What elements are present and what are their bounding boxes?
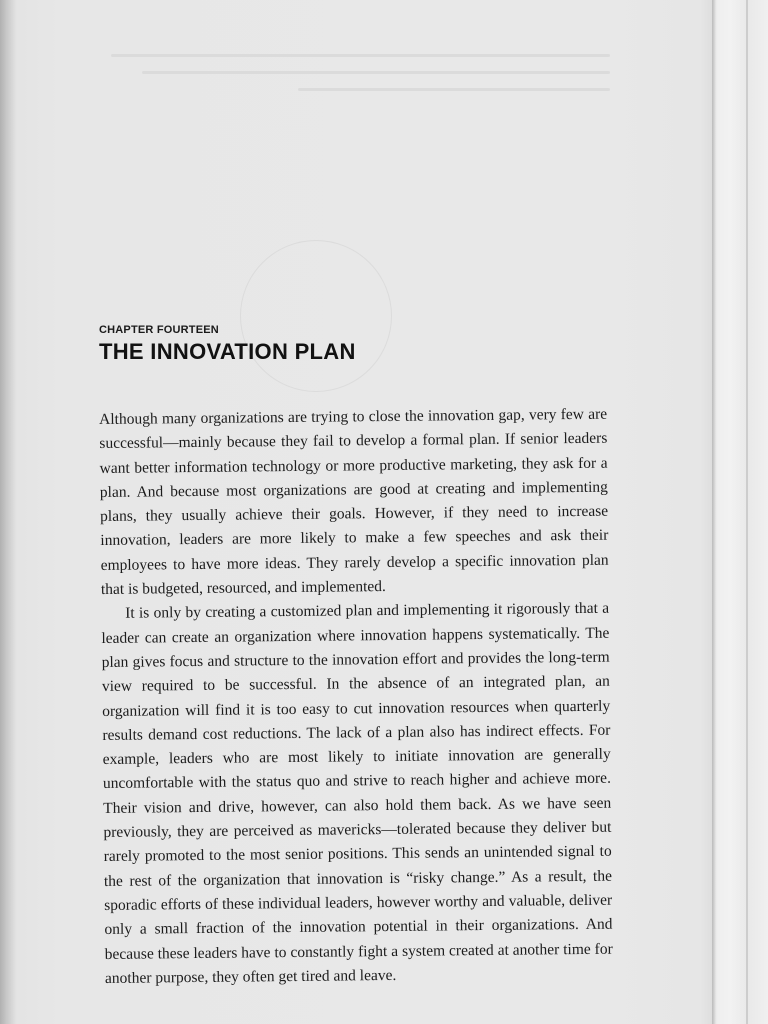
page-edge (712, 0, 716, 1024)
paragraph-2: It is only by creating a customized plan and implementing it rigorously that a leader can create an organization where innovation happens systematically. The plan gives focus and structure to the innovation effort and provides the long-term view required to be successful. In the absence of an integrated plan, an organization will find it is too easy to cut innovation resources when quarterly results demand cost reductions. The lack of a plan also has indirect effects. For example, leaders who are most likely to initiate innovation are generally uncomfortable with the status quo and strive to reach higher and achieve more. Their vision and drive, however, can also hold them back. As we have seen previously, they are perceived as mavericks—tolerated because they deliver but rarely promoted to the most senior positions. This sends an unintended signal to the rest of the organization that innovation is “risky change.” As a result, the sporadic efforts of these individual leaders, however worthy and valuable, deliver only a small fraction of the innovation potential in their organizations. And because these leaders have to constantly fight a system created at another time for another purpose, they often get tired and leave. (101, 600, 613, 987)
chapter-number: CHAPTER FOURTEEN (99, 324, 219, 336)
book-gutter-shadow (0, 0, 16, 1024)
paragraph-1: Although many organizations are trying to close the innovation gap, very few are successful—mainly because they fail to develop a formal plan. If senior leaders want better information technology or more productive marketing, they ask for a plan. And because most organizations are good at creating and implementing plans, they usually achieve their goals. However, if they need to increase innovation, leaders are more likely to make a few speeches and ask their employees to have more ideas. They rarely develop a specific innovation plan that is budgeted, resourced, and implemented. (99, 405, 609, 599)
page-content (99, 322, 613, 991)
show-through-text (90, 40, 610, 140)
chapter-title: THE INNOVATION PLAN (99, 339, 356, 364)
page-edge-secondary (746, 0, 748, 1024)
body-text (99, 403, 613, 991)
